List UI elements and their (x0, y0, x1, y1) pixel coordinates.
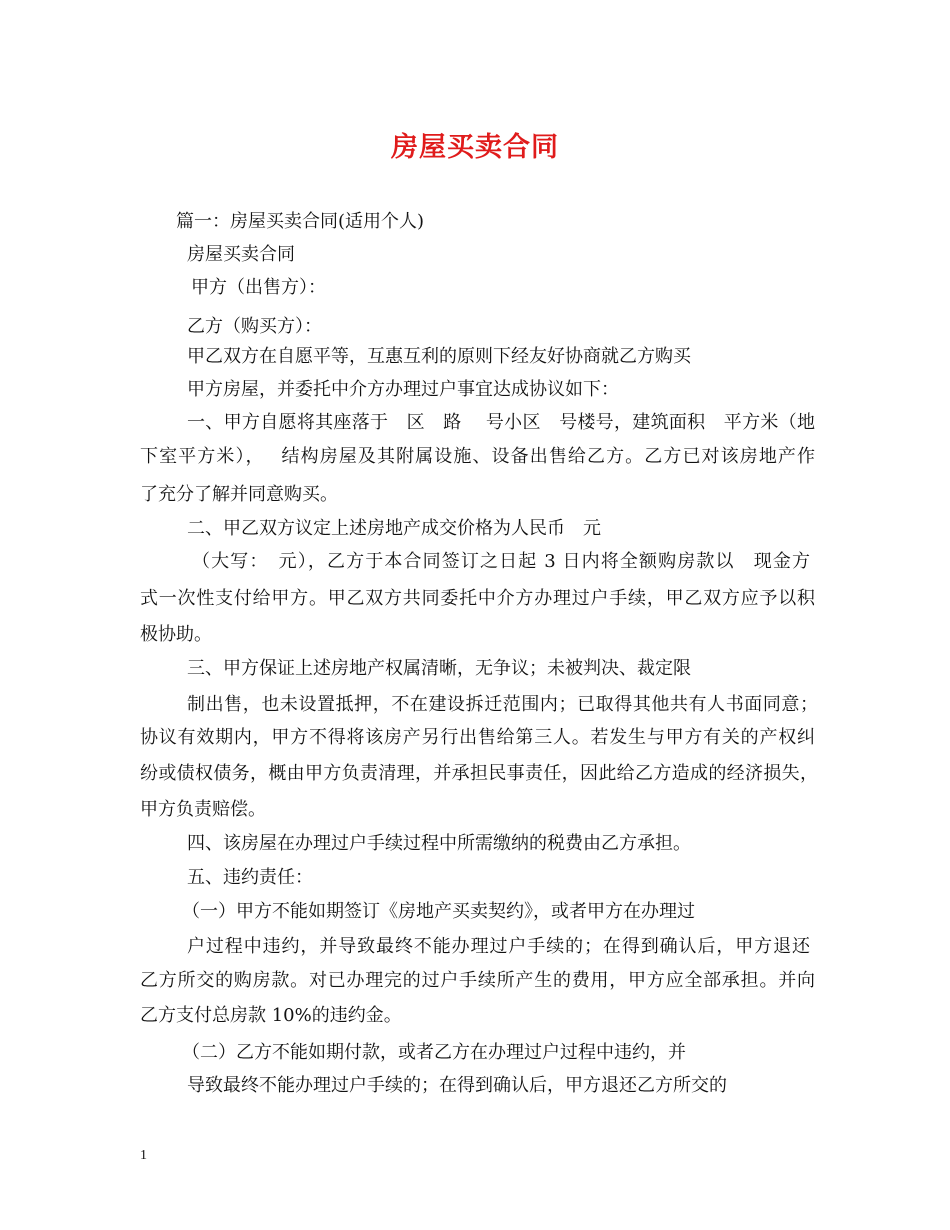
paragraph-line: 极协助。 (140, 624, 212, 645)
paragraph-line: 三、甲方保证上述房地产权属清晰，无争议；未被判决、裁定限 (187, 658, 691, 679)
paragraph-line: 制出售，也未设置抵押，不在建设拆迁范围内；已取得其他共有人书面同意； (187, 694, 818, 715)
party-a-line: 甲方（出售方）： (191, 277, 326, 298)
paragraph-line: 五、违约责任： (187, 867, 313, 888)
paragraph-line: 四、该房屋在办理过户手续过程中所需缴纳的税费由乙方承担。 (187, 833, 691, 854)
paragraph-line: 甲方负责赔偿。 (140, 799, 266, 820)
paragraph-line: 式一次性支付给甲方。甲乙双方共同委托中介方办理过户手续，甲乙双方应予以积 (140, 588, 815, 609)
contract-subtitle: 房屋买卖合同 (187, 244, 295, 265)
paragraph-line: 甲方房屋，并委托中介方办理过户事宜达成协议如下： (187, 379, 619, 400)
paragraph-line: 二、甲乙双方议定上述房地产成交价格为人民币 元 (187, 518, 601, 539)
section-heading: 篇一：房屋买卖合同(适用个人) (176, 211, 425, 232)
paragraph-line: 一、甲方自愿将其座落于 区 路 号小区 号楼号，建筑面积 平方米（地 (187, 412, 815, 433)
page-number: 1 (140, 1148, 147, 1163)
paragraph-line: 导致最终不能办理过户手续的；在得到确认后，甲方退还乙方所交的 (187, 1075, 727, 1096)
party-b-line: 乙方（购买方）： (187, 316, 322, 337)
paragraph-line: 乙方所交的购房款。对已办理完的过户手续所产生的费用，甲方应全部承担。并向 (140, 970, 815, 991)
paragraph-line: 户过程中违约，并导致最终不能办理过户手续的；在得到确认后，甲方退还 (187, 936, 810, 957)
paragraph-line: 了充分了解并同意购买。 (140, 484, 338, 505)
paragraph-line: 纷或债权债务，概由甲方负责清理，并承担民事责任，因此给乙方造成的经济损失， (140, 763, 818, 784)
document-title: 房屋买卖合同 (391, 132, 559, 163)
paragraph-line: （一）甲方不能如期签订《房地产买卖契约》，或者甲方在办理过 (182, 901, 695, 922)
paragraph-line: 下室平方米）， 结构房屋及其附属设施、设备出售给乙方。乙方已对该房地产作 (140, 446, 815, 467)
paragraph-line: 协议有效期内，甲方不得将该房产另行出售给第三人。若发生与甲方有关的产权纠 (140, 727, 815, 748)
paragraph-line: （大写： 元），乙方于本合同签订之日起 3 日内将全额购房款以 现金方 (192, 551, 810, 572)
paragraph-line: 乙方支付总房款 10%的违约金。 (140, 1005, 402, 1026)
paragraph-line: （二）乙方不能如期付款，或者乙方在办理过户过程中违约，并 (182, 1042, 686, 1063)
paragraph-line: 甲乙双方在自愿平等，互惠互利的原则下经友好协商就乙方购买 (187, 346, 691, 367)
